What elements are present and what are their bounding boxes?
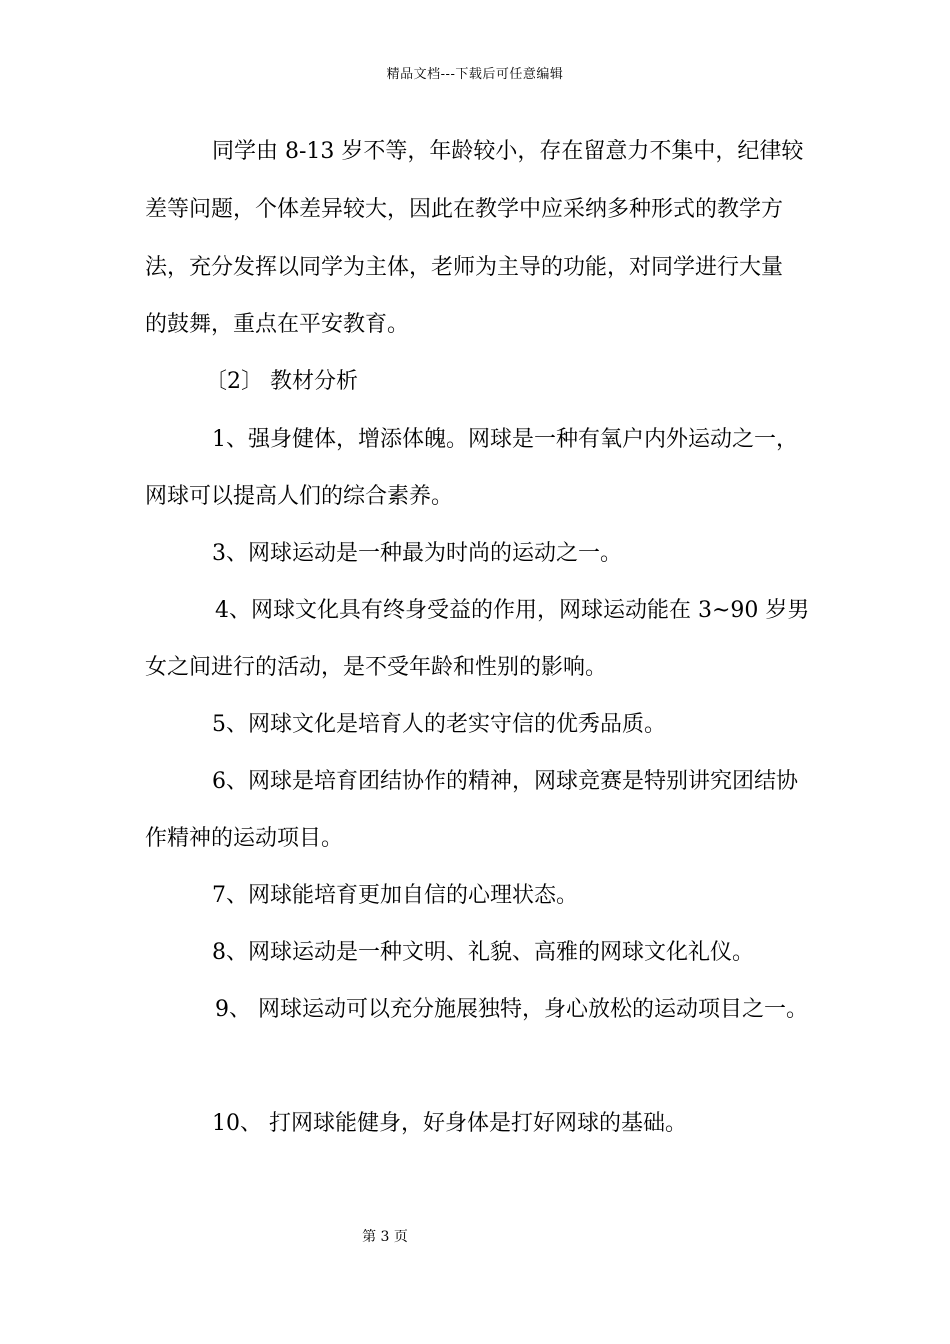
paragraph-line: 法，充分发挥以同学为主体，老师为主导的功能，对同学进行大量: [145, 255, 784, 280]
list-item: 7、网球能培育更加自信的心理状态。: [212, 883, 578, 908]
list-item: 8、网球运动是一种文明、礼貌、高雅的网球文化礼仪。: [212, 940, 754, 965]
page-number: 第 3 页: [362, 1229, 408, 1245]
list-item: 1、强身健体，增添体魄。网球是一种有氧户内外运动之一，: [212, 427, 798, 452]
list-item-continuation: 女之间进行的活动，是不受年龄和性别的影响。: [145, 655, 608, 680]
list-item-continuation: 作精神的运动项目。: [145, 826, 344, 851]
section-heading: 〔2〕 教材分析: [205, 369, 358, 394]
list-item: 3、网球运动是一种最为时尚的运动之一。: [212, 541, 622, 566]
list-item: 6、网球是培育团结协作的精神，网球竞赛是特别讲究团结协: [212, 769, 798, 794]
list-item-continuation: 网球可以提高人们的综合素养。: [145, 484, 454, 509]
page-header: 精品文档---下载后可任意编辑: [386, 67, 564, 82]
list-item: 9、 网球运动可以充分施展独特，身心放松的运动项目之一。: [215, 997, 808, 1022]
list-item: 5、网球文化是培育人的老实守信的优秀品质。: [212, 712, 666, 737]
paragraph-line: 差等问题，个体差异较大，因此在教学中应采纳多种形式的教学方: [145, 197, 784, 222]
paragraph-line: 同学由 8-13 岁不等，年龄较小，存在留意力不集中，纪律较: [212, 139, 804, 164]
list-item: 10、 打网球能健身，好身体是打好网球的基础。: [212, 1111, 687, 1136]
list-item: 4、网球文化具有终身受益的作用，网球运动能在 3~90 岁男: [215, 598, 810, 623]
paragraph-line: 的鼓舞，重点在平安教育。: [145, 312, 410, 337]
